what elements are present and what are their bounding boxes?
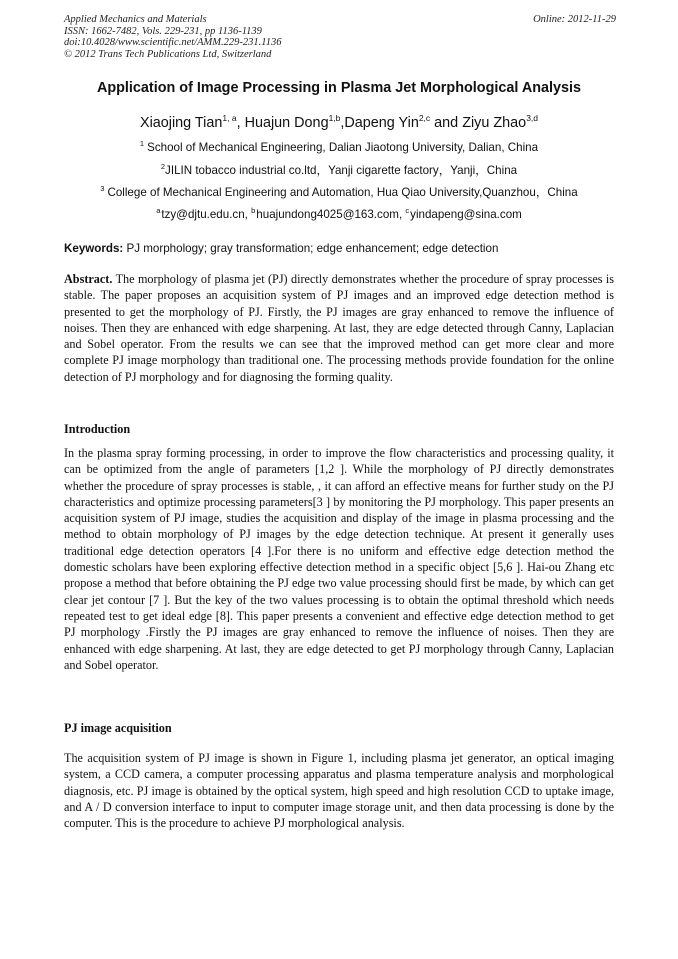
issn-line: ISSN: 1662-7482, Vols. 229-231, pp 1136-1139 (64, 25, 262, 37)
abstract (64, 271, 614, 385)
doi-line: doi:10.4028/www.scientific.net/AMM.229-231.1136 (64, 37, 282, 49)
keywords (64, 242, 616, 255)
section-heading-acquisition: PJ image acquisition (64, 721, 172, 735)
keywords-text: PJ morphology; gray transformation; edge enhancement; edge detection (126, 242, 499, 255)
email-address: tzy@djtu.edu.cn (161, 208, 245, 221)
author-sup: 3,d (526, 113, 539, 123)
author-sup: 2,c (418, 113, 431, 123)
journal-name: Applied Mechanics and Materials (64, 14, 207, 25)
online-date: Online: 2012-11-29 (533, 14, 616, 25)
running-header (64, 14, 616, 60)
author-name: Huajun Dong (244, 115, 329, 131)
acquisition-text: The acquisition system of PJ image is shown in Figure 1, including plasma jet generator, an optical imaging system, a CCD camera, a computer processing apparatus and plasma temperature analysis and morphological diagnosis, etc. PJ image is obtained by the optical system, high speed and high resolution CCD to uptake image, and A / D conversion interface to input to computer image storage unit, and then data processing is done by the computer. This is the procedure to achieve PJ morphological analysis. (64, 751, 614, 831)
email-sup: b (251, 206, 256, 215)
keywords-label: Keywords: (64, 242, 124, 255)
affiliation-text: JILIN tobacco industrial co.ltd，Yanji cigarette factory，Yanji，China (165, 164, 518, 177)
author-list: Xiaojing Tian$^{1, a}$, Huajun Dong$^{1,b}$,Dapeng Yin$^{2,c}$ and Ziyu Zhao$^{3,d}$ (139, 113, 539, 131)
affiliation-3 (0, 184, 678, 200)
email-list: $^a$tzy@djtu.edu.cn, $^b$huajundong4025@163.com, $^c$yindapeng@sina.com (156, 206, 522, 221)
email-address: yindapeng@sina.com (410, 208, 522, 221)
affiliation-sup: 2 (160, 162, 166, 171)
author-name: Xiaojing Tian (139, 115, 223, 131)
abstract-label: Abstract. (64, 272, 113, 286)
affiliation-1 (0, 139, 678, 154)
email-sup: c (405, 206, 410, 215)
author-sup: 1, a (222, 113, 237, 123)
affiliation-sup: 3 (100, 184, 105, 193)
affiliation-text: School of Mechanical Engineering, Dalian Jiaotong University, Dalian, China (147, 141, 539, 154)
section-heading-introduction: Introduction (64, 422, 131, 436)
email-sup: a (156, 206, 161, 215)
paper-title: Application of Image Processing in Plasma Jet Morphological Analysis (96, 80, 582, 96)
affiliation-text: College of Mechanical Engineering and Automation, Hua Qiao University,Quanzhou，China (107, 186, 578, 199)
introduction-text: In the plasma spray forming processing, in order to improve the flow characteristics and processing quality, it can be optimized from the angle of parameters [1,2 ]. While the morphology of PJ directly demonstrates whether the procedure of spray processes is stable, , it can afford an effective means for further study on the PJ characteristics and optimize processing parameters[3 ] by monitoring the PJ morphology. This paper presents an acquisition system of PJ image, studies the acquisition and display of the image in plasma processing and the method to obtain morphology of PJ images by the edge detection technique. At present it generally uses traditional edge detection operators [4 ].For there is no uniform and effective edge detection method the domestic scholars have been exploring effective detection method in a specific object [5,6 ]. Hai-ou Zhang etc propose a method that before obtaining the PJ edge two value processing should first be made, by which can get clear jet contour [7 ]. But the key of the two values processing is to obtain the optimal threshold which needs repeated test to get ideal edge [8]. This paper presents a convenient and effective edge detection method to get PJ morphology .Firstly the PJ images are gray enhanced to remove the influence of noises. Then they are enhanced with edge sharpening. At last, they are edge detected to get PJ morphology through Canny, Laplacian and Sobel operator. (64, 446, 614, 672)
abstract-text: The morphology of plasma jet (PJ) directly demonstrates whether the procedure of spray processes is stable. The paper proposes an acquisition system of PJ images and an improved edge detection method is presented to get the morphology of PJ. Firstly, the PJ images are gray enhanced to remove the influence of noises. Then they are enhanced with edge sharpening. At last, they are edge detected through Canny, Laplacian and Sobel operator. From the results we can see that the improved method can get more clear and more complete PJ image morphology than traditional one. The processing methods provide foundation for the online detection of PJ morphology and for diagnosing the forming quality. (64, 272, 615, 384)
email-address: huajundong4025@163.com (256, 208, 399, 221)
affiliation-sup: 1 (139, 139, 145, 148)
affiliation-2 (0, 162, 678, 178)
copyright-line: © 2012 Trans Tech Publications Ltd, Switzerland (64, 48, 272, 60)
author-name: Dapeng Yin (344, 115, 419, 131)
author-name: Ziyu Zhao (462, 115, 527, 131)
author-sup: 1,b (328, 113, 341, 123)
